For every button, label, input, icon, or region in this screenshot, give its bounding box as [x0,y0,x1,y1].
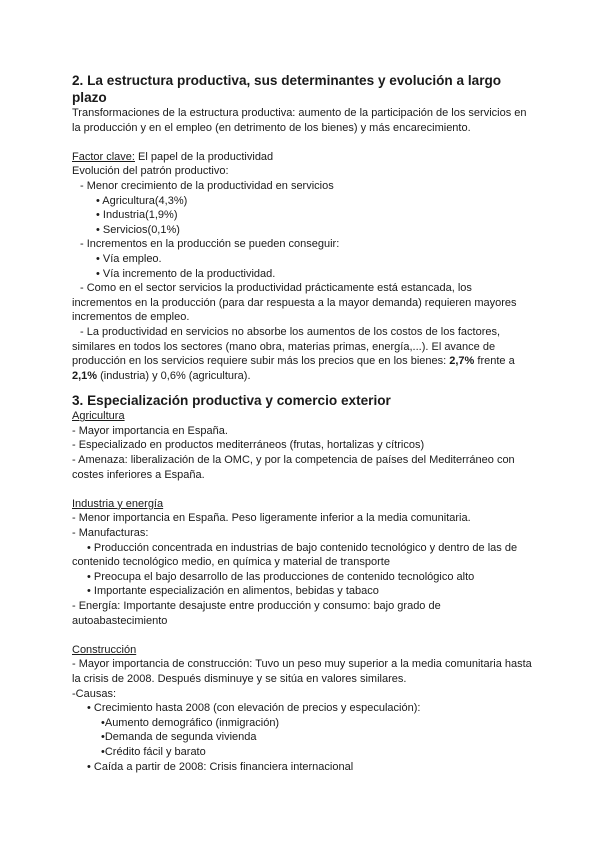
incrementos-line: - Incrementos en la producción se pueden conseguir: [80,238,340,251]
evolucion-line: Evolución del patrón productivo: [72,165,229,178]
energia-line: - Energía: Importante desajuste entre producción y consumo: bajo grado de autoabastecimiento [72,600,441,627]
como-paragraph: - Como en el sector servicios la productividad prácticamente está estancada, los incrementos en la producción (para dar respuesta a la mayor demanda) requieren mayores incrementos de empleo. [72,282,517,324]
construccion-heading: Construcción [72,643,137,656]
manufacturas-line: - Manufacturas: [72,527,149,540]
caida-bullet: • Caída a partir de 2008: Crisis financiera internacional [87,760,354,773]
crecimiento-bullet: • Crecimiento hasta 2008 (con elevación de precios y especulación): [87,702,421,715]
productividad-paragraph: - La productividad en servicios no absorbe los aumentos de los costos de los factores, similares en todos los sectores (mano obra, materias primas, energía,...). El avance de producción en los servicios requiere subir más los precios que en los bienes: 2,7% frente a 2,1% (industria) y 0,6% (agricultura). [72,325,515,382]
bullet-via-productividad: • Vía incremento de la productividad. [96,267,276,280]
value-industria: 2,1% [72,369,98,382]
crecimiento-subitem: •Demanda de segunda vivienda [101,731,257,744]
agricultura-line: - Mayor importancia en España. [72,424,228,437]
bullet-agricultura: • Agricultura(4,3%) [96,194,188,207]
crecimiento-subitem: •Crédito fácil y barato [101,745,206,758]
causas-line: -Causas: [72,687,117,700]
factor-clave-label: Factor clave: [72,150,135,163]
agricultura-line: - Especializado en productos mediterráneos (frutas, hortalizas y cítricos) [72,439,425,452]
manufacturas-bullet: • Producción concentrada en industrias de bajo contenido tecnológico y dentro de las de contenido tecnológico medio, en química y material de transporte [72,541,518,569]
bullet-via-empleo: • Vía empleo. [96,252,162,265]
crecimiento-subitem: •Aumento demográfico (inmigración) [101,716,280,729]
industria-menor-line: - Menor importancia en España. Peso ligeramente inferior a la media comunitaria. [72,512,471,525]
industria-heading: Industria y energía [72,497,164,510]
value-services: 2,7% [449,355,475,368]
section-2-title: 2. La estructura productiva, sus determinantes y evolución a largo plazo [72,73,502,105]
document-page [72,72,532,774]
construccion-mayor-line: - Mayor importancia de construcción: Tuvo un peso muy superior a la media comunitaria hasta la crisis de 2008. Después disminuye y se sitúa en valores similares. [72,658,532,685]
agricultura-line: - Amenaza: liberalización de la OMC, y por la competencia de países del Mediterráneo con costes inferiores a España. [72,454,515,481]
factor-clave-line [72,150,532,165]
menor-crecimiento-line: - Menor crecimiento de la productividad en servicios [80,179,334,192]
section-2-intro: Transformaciones de la estructura productiva: aumento de la participación de los servicios en la producción y en el empleo (en detrimento de los bienes) y más encarecimiento. [72,107,527,134]
section-3-title: 3. Especialización productiva y comercio exterior [72,393,391,409]
factor-clave-text: El papel de la productividad [134,150,274,163]
bullet-servicios: • Servicios(0,1%) [96,223,180,236]
manufacturas-bullet: • Preocupa el bajo desarrollo de las producciones de contenido tecnológico alto [87,570,475,583]
agricultura-heading: Agricultura [72,410,125,423]
bullet-industria: • Industria(1,9%) [96,209,178,222]
manufacturas-bullet: • Importante especialización en alimentos, bebidas y tabaco [87,585,379,598]
